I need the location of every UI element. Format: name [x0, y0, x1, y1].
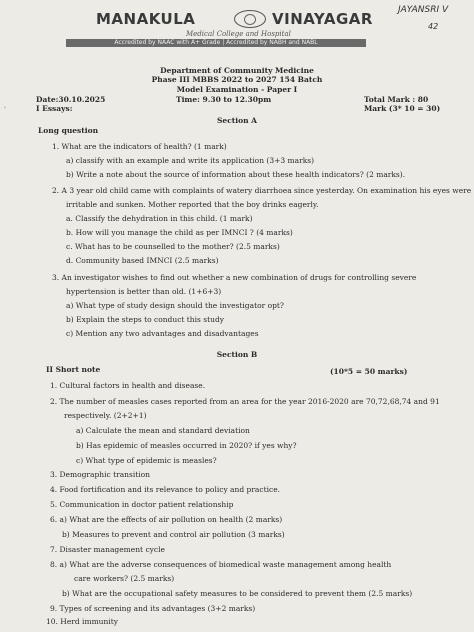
margin-mark: '	[4, 106, 6, 114]
essays-marks: Mark (3* 10 = 30)	[364, 104, 441, 113]
college-subtitle: Medical College and Hospital	[186, 30, 291, 38]
question-line: 9. Types of screening and its advantages (3+2 marks)	[50, 604, 256, 613]
phase-title: Phase III MBBS 2022 to 2027 154 Batch	[151, 75, 323, 84]
question-line: 3. An investigator wishes to find out whether a new combination of drugs for controlling severe	[52, 273, 417, 282]
logo-text-right: VINAYAGAR	[272, 10, 373, 28]
handwritten-name: JAYANSRI V	[398, 5, 449, 15]
question-line: respectively. (2+2+1)	[64, 411, 147, 420]
section-b-title: Section B	[216, 350, 258, 359]
department-title: Department of Community Medicine	[160, 66, 314, 75]
question-line: irritable and sunken. Mother reported that the boy drinks eagerly.	[66, 200, 319, 209]
question-line: d. Community based IMNCI (2.5 marks)	[66, 256, 219, 265]
total-mark: Total Mark : 80	[364, 95, 429, 104]
question-line: b) Explain the steps to conduct this study	[66, 315, 224, 324]
question-line: 2. A 3 year old child came with complaints of watery diarrhoea since yesterday. On examination his eyes were	[52, 186, 472, 195]
college-logo	[96, 10, 386, 30]
question-line: care workers? (2.5 marks)	[74, 574, 175, 583]
question-line: 1. Cultural factors in health and disease.	[50, 381, 206, 390]
question-line: 2. The number of measles cases reported from an area for the year 2016-2020 are 70,72,68,74 and 91	[50, 397, 440, 406]
question-line: c. What has to be counselled to the mother? (2.5 marks)	[66, 242, 280, 251]
long-question-heading: Long question	[38, 126, 99, 135]
exam-time: Time: 9.30 to 12.30pm	[176, 95, 272, 104]
short-note-marks: (10*5 = 50 marks)	[330, 367, 408, 376]
question-line: b) Write a note about the source of information about these health indicators? (2 marks).	[66, 170, 406, 179]
question-line: 7. Disaster management cycle	[50, 545, 165, 554]
question-line: b) Measures to prevent and control air pollution (3 marks)	[62, 530, 285, 539]
handwritten-number: 42	[428, 22, 439, 31]
accreditation-banner: Accredited by NAAC with A+ Grade | Accredited by NABH and NABL	[66, 39, 366, 47]
question-line: 4. Food fortification and its relevance to policy and practice.	[50, 485, 281, 494]
question-line: a) classify with an example and write its application (3+3 marks)	[66, 156, 315, 165]
question-line: 10. Herd immunity	[46, 617, 118, 626]
question-line: 3. Demographic transition	[50, 470, 150, 479]
question-line: a) What type of study design should the investigator opt?	[66, 301, 284, 310]
question-line: 8. a) What are the adverse consequences of biomedical waste management among health	[50, 560, 392, 569]
question-line: c) Mention any two advantages and disadvantages	[66, 329, 259, 338]
question-line: b) Has epidemic of measles occurred in 2020? if yes why?	[76, 441, 297, 450]
exam-title: Model Examination - Paper I	[176, 85, 298, 94]
question-line: b) What are the occupational safety measures to be considered to prevent them (2.5 marks)	[62, 589, 413, 598]
logo-text-left: MANAKULA	[96, 10, 196, 28]
emblem-icon	[234, 10, 266, 28]
question-line: a. Classify the dehydration in this child. (1 mark)	[66, 214, 253, 223]
essays-label: I Essays:	[36, 104, 73, 113]
question-line: c) What type of epidemic is measles?	[76, 456, 217, 465]
question-line: 6. a) What are the effects of air pollution on health (2 marks)	[50, 515, 283, 524]
question-line: hypertension is better than old. (1+6+3)	[66, 287, 222, 296]
question-line: 5. Communication in doctor patient relationship	[50, 500, 234, 509]
question-line: a) Calculate the mean and standard deviation	[76, 426, 250, 435]
short-note-heading: II Short note	[46, 365, 101, 374]
question-line: b. How will you manage the child as per IMNCI ? (4 marks)	[66, 228, 293, 237]
exam-date: Date:30.10.2025	[36, 95, 106, 104]
section-a-title: Section A	[217, 116, 257, 125]
question-line: 1. What are the indicators of health? (1 mark)	[52, 142, 227, 151]
